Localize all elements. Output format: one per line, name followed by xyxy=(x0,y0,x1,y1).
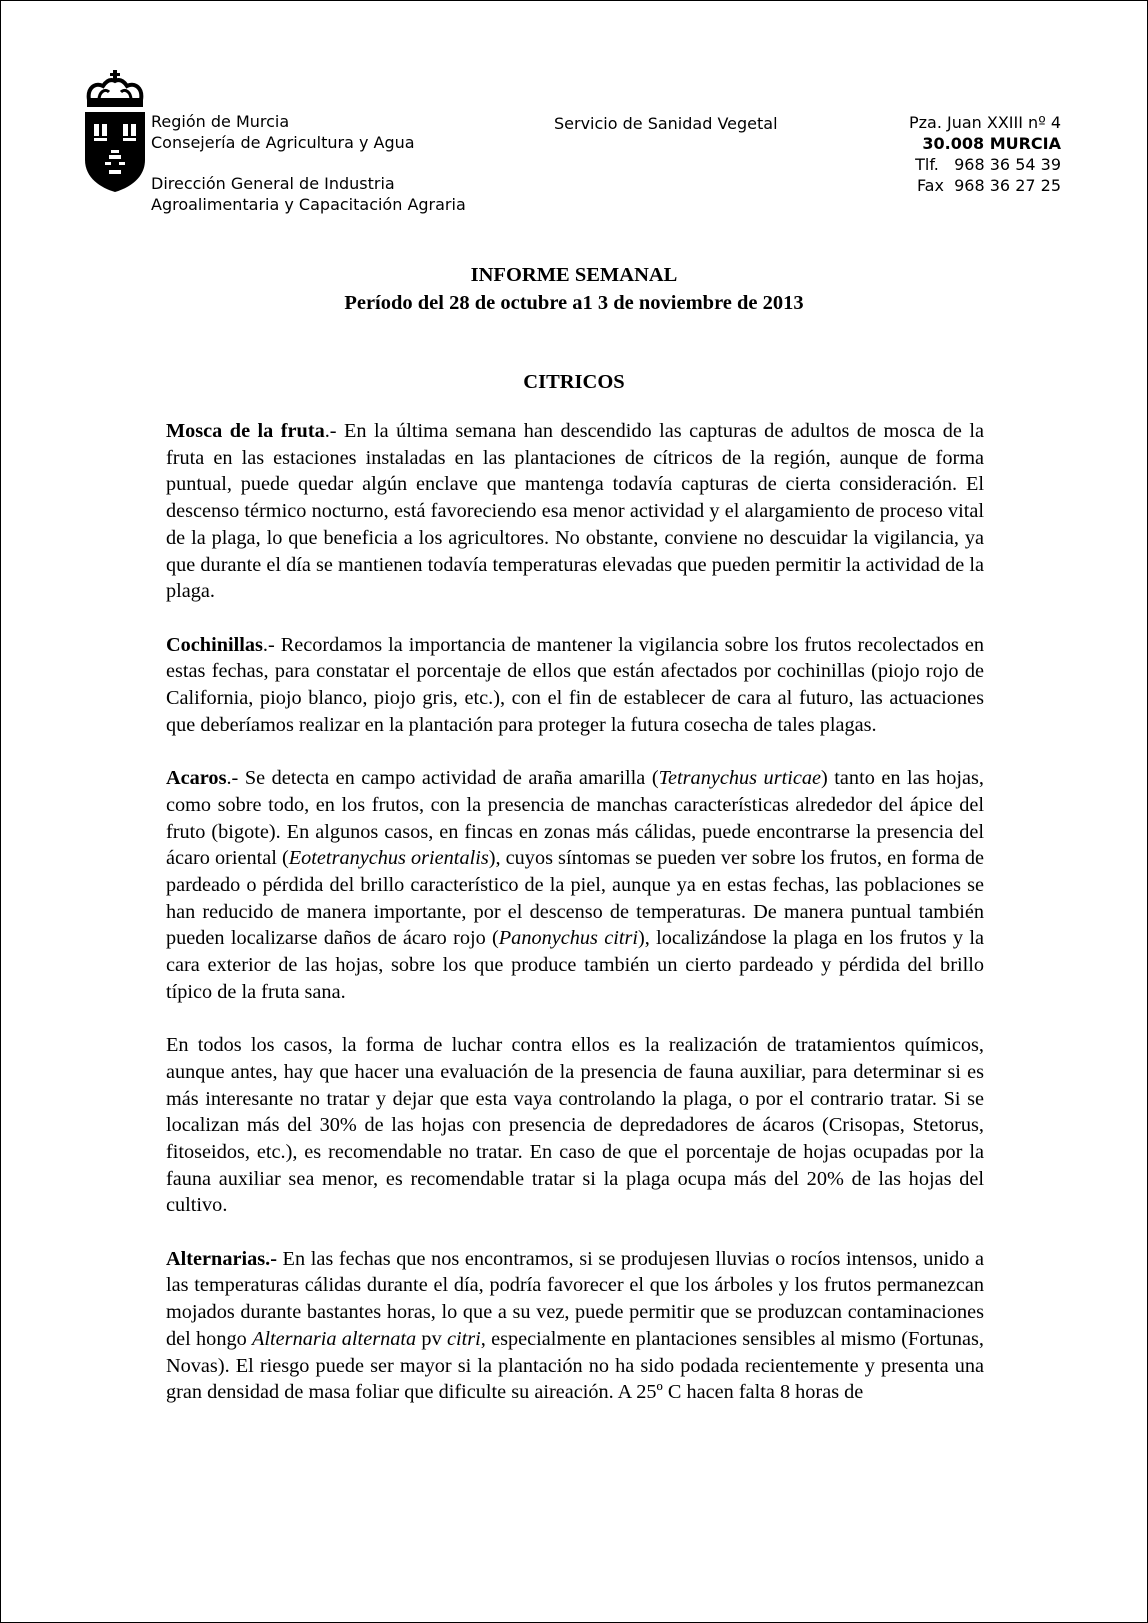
address-fax: Fax 968 36 27 25 xyxy=(916,176,1061,195)
species-name: Alternaria alternata xyxy=(252,1327,417,1350)
region-coat-of-arms-icon xyxy=(85,70,145,192)
species-name: Panonychus citri xyxy=(498,927,639,950)
org-line-region: Región de Murcia xyxy=(151,112,290,131)
directorate-line-2: Agroalimentaria y Capacitación Agraria xyxy=(151,195,466,214)
paragraph-fruit-fly: Mosca de la fruta.- En la última semana han descendido las capturas de adultos de mosca de la fruta en las estaciones instaladas en las plantaciones de cítricos de la región, aunque de forma puntual, puede quedar algún enclave que mantenga todavía capturas de cierta consideración. El descenso térmico nocturno, está favoreciendo esa menor actividad y el alargamiento de proceso vital de la plaga, lo que beneficia a los agricultores. No obstante, conviene no descuidar la vigilancia, ya que durante el día se mantienen todavía temperaturas elevadas que pueden permitir la actividad de la plaga. xyxy=(166,420,984,603)
species-name: Tetranychus urticae xyxy=(658,767,821,790)
service-name: Servicio de Sanidad Vegetal xyxy=(554,114,778,133)
paragraph-mites: Acaros.- Se detecta en campo actividad de araña amarilla (Tetranychus urticae) tanto en las hojas, como sobre todo, en los frutos, con la presencia de manchas características alrededor del ápice del fruto (bigote). En algunos casos, en fincas en zonas más cálidas, puede encontrarse la presencia del ácaro oriental (Eotetranychus orientalis), cuyos síntomas se pueden ver sobre los frutos, en forma de pardeado o pérdida del brillo característico de la piel, aunque ya en estas fechas, las poblaciones se han reducido de manera importante, por el descenso de temperaturas. De manera puntual también pueden localizarse daños de ácaro rojo (Panonychus citri), localizándose la plaga en los frutos y la cara exterior de las hojas, sobre los que produce también un cierto pardeado y pérdida del brillo típico de la fruta sana. xyxy=(166,767,985,1003)
paragraph-heading: Alternarias.- xyxy=(166,1247,277,1270)
report-title-block xyxy=(1,261,1147,317)
report-period: Período del 28 de octubre a1 3 de noviembre de 2013 xyxy=(344,292,804,314)
species-name: citri xyxy=(446,1327,481,1350)
organization-block xyxy=(151,111,466,215)
address-city: 30.008 MURCIA xyxy=(922,134,1061,153)
org-line-ministry: Consejería de Agricultura y Agua xyxy=(151,133,415,152)
paragraph-alternaria: Alternarias.- En las fechas que nos encontramos, si se produjesen lluvias o rocíos intensos, unido a las temperaturas cálidas durante el día, podría favorecer el que los árboles y los frutos permanezcan mojados durante bastantes horas, lo que a su vez, puede permitir que se produzcan contaminaciones del hongo Alternaria alternata pv citri, especialmente en plantaciones sensibles al mismo (Fortunas, Novas). El riesgo puede ser mayor si la plantación no ha sido podada recientemente y presenta una gran densidad de masa foliar que dificulte su aireación. A 25º C hacen falta 8 horas de xyxy=(166,1247,985,1404)
species-name: Eotetranychus orientalis xyxy=(288,847,489,870)
directorate-line-1: Dirección General de Industria xyxy=(151,174,395,193)
address-block xyxy=(909,112,1061,196)
address-street: Pza. Juan XXIII nº 4 xyxy=(908,113,1061,132)
paragraph-heading: Acaros xyxy=(166,767,227,790)
report-body xyxy=(166,418,984,1433)
report-title: INFORME SEMANAL xyxy=(470,264,678,286)
section-title: CITRICOS xyxy=(523,371,625,393)
paragraph-heading: Mosca de la fruta xyxy=(166,420,325,442)
address-phone: Tlf. 968 36 54 39 xyxy=(915,155,1061,174)
paragraph-heading: Cochinillas xyxy=(166,633,263,656)
paragraph-treatment: En todos los casos, la forma de luchar contra ellos es la realización de tratamientos químicos, aunque antes, hay que hacer una evaluación de la presencia de fauna auxiliar, para determinar si es más interesante no tratar y dejar que esta vaya controlando la plaga, o por el contrario tratar. Si se localizan más del 30% de las hojas con presencia de depredadores de ácaros (Crisopas, Stetorus, fitoseidos, etc.), es recomendable no tratar. En caso de que el porcentaje de hojas ocupadas por la fauna auxiliar sea menor, es recomendable tratar si la plaga ocupa más del 20% de las hojas del cultivo. xyxy=(166,1034,984,1217)
paragraph-mealybugs: Cochinillas.- Recordamos la importancia de mantener la vigilancia sobre los frutos recolectados en estas fechas, para constatar el porcentaje de ellos que están afectados por cochinillas (piojo rojo de California, piojo blanco, piojo gris, etc.), con el fin de establecer de cara al futuro, las actuaciones que deberíamos realizar en la plantación para proteger la futura cosecha de tales plagas. xyxy=(166,633,984,736)
